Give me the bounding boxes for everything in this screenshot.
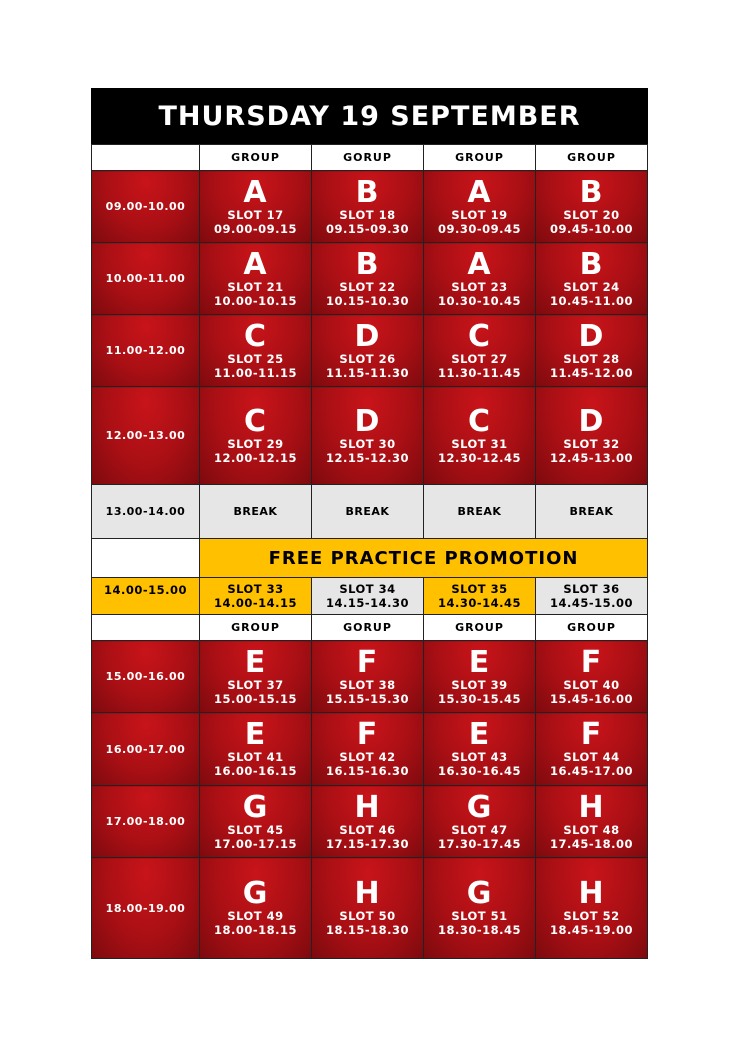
group-letter: C [243,403,268,439]
time-range-label: 11.00-12.00 [92,315,200,387]
header-blank-cell [92,615,200,641]
slot-number: SLOT 40 [563,677,620,692]
group-letter: E [468,717,491,752]
practice-slot-cell[interactable] [536,578,648,615]
slot-time-range: 10.00-10.15 [213,293,298,308]
slot-time-range: 15.00-15.15 [213,691,298,706]
slot-time-range: 14.30-14.45 [437,596,522,610]
free-practice-row [92,578,648,615]
group-header-cell: GROUP [536,615,648,641]
slot-cell[interactable] [536,858,648,959]
group-letter: H [578,789,605,825]
slot-number: SLOT 50 [339,909,396,923]
slot-time-range: 17.00-17.15 [213,836,298,851]
slot-number: SLOT 42 [339,750,396,764]
slot-number: SLOT 38 [339,677,396,692]
slot-time-range: 09.00-09.15 [213,221,298,236]
group-letter: D [354,403,381,439]
slot-cell[interactable] [536,786,648,858]
slot-cell[interactable] [200,858,312,959]
group-letter: H [354,876,381,911]
break-cell: BREAK [200,485,312,539]
group-letter: H [354,789,381,825]
slot-time-range: 18.45-19.00 [549,923,634,937]
slot-cell[interactable] [424,387,536,485]
slot-number: SLOT 21 [227,279,284,294]
slot-cell[interactable] [200,641,312,713]
group-letter: A [243,174,268,210]
break-time-label: 13.00-14.00 [92,485,200,539]
slot-number: SLOT 18 [339,207,396,222]
slot-time-range: 11.45-12.00 [549,365,634,380]
group-letter: E [468,644,491,680]
time-range-label: 18.00-19.00 [92,858,200,959]
slot-time-range: 15.30-15.45 [437,691,522,706]
practice-slot-cell[interactable] [424,578,536,615]
break-row [92,485,648,539]
slot-number: SLOT 52 [563,909,620,923]
slot-cell[interactable] [312,315,424,387]
slot-time-range: 10.45-11.00 [549,293,634,308]
slot-number: SLOT 36 [563,582,620,596]
group-letter: B [355,246,380,282]
slot-time-range: 18.00-18.15 [213,923,298,937]
slot-cell[interactable] [536,315,648,387]
slot-number: SLOT 46 [339,822,396,837]
group-letter: B [579,174,604,210]
promo-row [92,539,648,578]
break-cell: BREAK [424,485,536,539]
promo-blank-cell [92,539,200,578]
slot-number: SLOT 29 [227,436,284,451]
group-letter: B [355,174,380,210]
time-range-label: 15.00-16.00 [92,641,200,713]
slot-time-range: 15.45-16.00 [549,691,634,706]
title-text: THURSDAY 19 SEPTEMBER [158,100,581,132]
slot-number: SLOT 34 [339,582,396,596]
slot-number: SLOT 20 [563,207,620,222]
group-letter: F [580,717,603,752]
slot-cell[interactable] [536,243,648,315]
slot-cell[interactable] [536,387,648,485]
time-slot-row [92,786,648,858]
group-letter: A [467,174,492,210]
time-range-label: 09.00-10.00 [92,171,200,243]
slot-number: SLOT 22 [339,279,396,294]
slot-number: SLOT 45 [227,822,284,837]
group-letter: C [467,403,492,439]
time-slot-row [92,315,648,387]
group-header-cell: GORUP [312,615,424,641]
schedule-table [91,144,648,959]
slot-number: SLOT 17 [227,207,284,222]
schedule-title [91,88,648,144]
slot-cell[interactable] [312,641,424,713]
practice-slot-cell[interactable] [200,578,312,615]
slot-number: SLOT 32 [563,436,620,451]
group-header-cell: GROUP [200,145,312,171]
slot-time-range: 14.15-14.30 [325,596,410,610]
slot-time-range: 17.45-18.00 [549,836,634,851]
slot-cell[interactable] [312,171,424,243]
group-letter: G [466,789,493,825]
group-letter: E [244,717,267,752]
slot-time-range: 10.15-10.30 [325,293,410,308]
slot-number: SLOT 19 [451,207,508,222]
group-letter: A [243,246,268,282]
group-letter: D [354,318,381,354]
slot-cell[interactable] [424,786,536,858]
slot-number: SLOT 51 [451,909,508,923]
break-cell: BREAK [312,485,424,539]
slot-cell[interactable] [424,243,536,315]
slot-cell[interactable] [200,713,312,786]
slot-cell[interactable] [536,641,648,713]
slot-time-range: 17.30-17.45 [437,836,522,851]
slot-number: SLOT 43 [451,750,508,764]
slot-time-range: 14.00-14.15 [213,596,298,610]
slot-time-range: 11.30-11.45 [437,365,522,380]
time-slot-row [92,713,648,786]
slot-cell[interactable] [312,858,424,959]
slot-cell[interactable] [424,171,536,243]
slot-cell[interactable] [312,713,424,786]
slot-number: SLOT 25 [227,351,284,366]
slot-number: SLOT 33 [227,582,284,596]
slot-time-range: 09.15-09.30 [325,221,410,236]
group-letter: A [467,246,492,282]
group-letter: F [580,644,603,680]
slot-cell[interactable] [424,315,536,387]
group-letter: G [466,876,493,911]
slot-cell[interactable] [200,243,312,315]
slot-cell[interactable] [536,171,648,243]
slot-time-range: 09.30-09.45 [437,221,522,236]
slot-time-range: 18.30-18.45 [437,923,522,937]
group-letter: B [579,246,604,282]
time-slot-row [92,858,648,959]
slot-time-range: 12.45-13.00 [549,450,634,465]
break-cell: BREAK [536,485,648,539]
slot-number: SLOT 31 [451,436,508,451]
slot-number: SLOT 27 [451,351,508,366]
slot-cell[interactable] [312,786,424,858]
slot-cell[interactable] [200,171,312,243]
slot-time-range: 16.45-17.00 [549,764,634,778]
group-letter: F [356,717,379,752]
slot-time-range: 11.00-11.15 [213,365,298,380]
slot-time-range: 16.15-16.30 [325,764,410,778]
time-range-label: 10.00-11.00 [92,243,200,315]
group-header-cell: GORUP [312,145,424,171]
practice-slot-cell[interactable] [312,578,424,615]
time-range-label: 12.00-13.00 [92,387,200,485]
slot-number: SLOT 26 [339,351,396,366]
slot-time-range: 12.30-12.45 [437,450,522,465]
slot-cell[interactable] [424,858,536,959]
schedule-sheet [91,88,648,959]
slot-time-range: 18.15-18.30 [325,923,410,937]
group-letter: C [243,318,268,354]
slot-cell[interactable] [424,641,536,713]
header-blank-cell [92,145,200,171]
slot-number: SLOT 28 [563,351,620,366]
slot-number: SLOT 44 [563,750,620,764]
group-header-row [92,145,648,171]
slot-cell[interactable] [312,387,424,485]
group-letter: G [242,876,269,911]
slot-number: SLOT 35 [451,582,508,596]
group-header-cell: GROUP [536,145,648,171]
slot-time-range: 11.15-11.30 [325,365,410,380]
slot-number: SLOT 41 [227,750,284,764]
group-letter: F [356,644,379,680]
slot-number: SLOT 48 [563,822,620,837]
slot-time-range: 16.30-16.45 [437,764,522,778]
slot-time-range: 17.15-17.30 [325,836,410,851]
slot-number: SLOT 24 [563,279,620,294]
slot-number: SLOT 39 [451,677,508,692]
group-letter: H [578,876,605,911]
group-letter: G [242,789,269,825]
slot-number: SLOT 30 [339,436,396,451]
group-header-cell: GROUP [424,615,536,641]
group-letter: D [578,403,605,439]
practice-time-label: 14.00-15.00 [92,578,200,615]
time-slot-row [92,641,648,713]
slot-cell[interactable] [536,713,648,786]
group-letter: D [578,318,605,354]
time-range-label: 16.00-17.00 [92,713,200,786]
time-slot-row [92,171,648,243]
group-letter: E [244,644,267,680]
slot-number: SLOT 37 [227,677,284,692]
slot-time-range: 12.15-12.30 [325,450,410,465]
slot-cell[interactable] [200,786,312,858]
group-header-cell: GROUP [200,615,312,641]
time-range-label: 17.00-18.00 [92,786,200,858]
slot-time-range: 09.45-10.00 [549,221,634,236]
slot-cell[interactable] [200,387,312,485]
slot-time-range: 15.15-15.30 [325,691,410,706]
time-slot-row [92,243,648,315]
group-header-row [92,615,648,641]
slot-number: SLOT 23 [451,279,508,294]
slot-cell[interactable] [312,243,424,315]
slot-cell[interactable] [200,315,312,387]
time-slot-row [92,387,648,485]
slot-number: SLOT 47 [451,822,508,837]
free-practice-banner: FREE PRACTICE PROMOTION [200,539,648,578]
slot-cell[interactable] [424,713,536,786]
slot-time-range: 12.00-12.15 [213,450,298,465]
group-letter: C [467,318,492,354]
slot-time-range: 16.00-16.15 [213,764,298,778]
slot-number: SLOT 49 [227,909,284,923]
slot-time-range: 10.30-10.45 [437,293,522,308]
group-header-cell: GROUP [424,145,536,171]
slot-time-range: 14.45-15.00 [549,596,634,610]
